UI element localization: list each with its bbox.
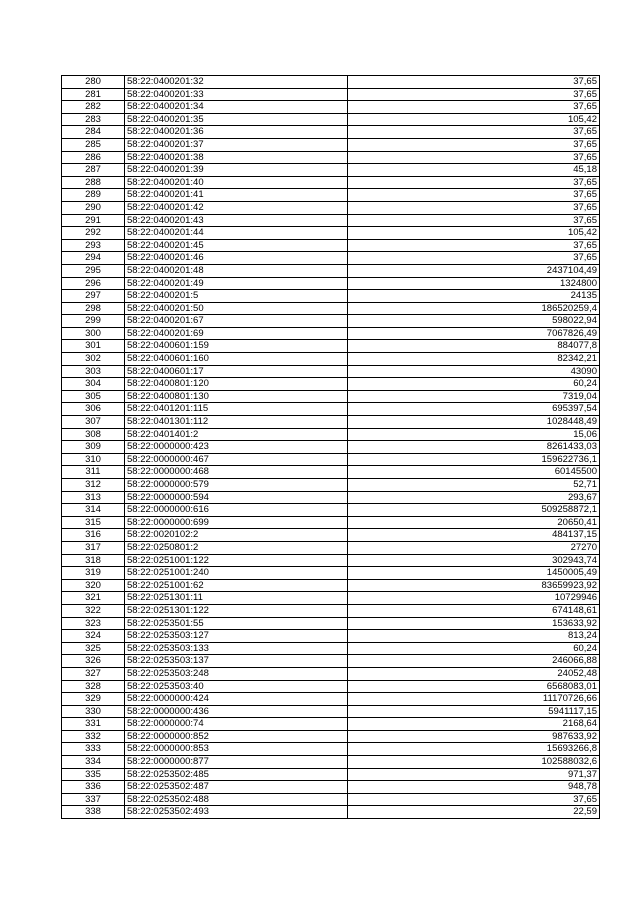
cadastral-number-cell: 58:22:0400201:40 <box>125 176 348 189</box>
value-cell: 987633,92 <box>348 730 600 743</box>
cadastral-number-cell: 58:22:0000000:852 <box>125 730 348 743</box>
row-number-cell: 315 <box>62 516 125 529</box>
cadastral-number-cell: 58:22:0250801:2 <box>125 541 348 554</box>
table-row <box>62 516 600 529</box>
value-cell: 37,65 <box>348 176 600 189</box>
value-cell: 37,65 <box>348 76 600 89</box>
table-row <box>62 378 600 391</box>
value-cell: 82342,21 <box>348 353 600 366</box>
table-row <box>62 227 600 240</box>
table-row <box>62 806 600 819</box>
cadastral-number-cell: 58:22:0400201:69 <box>125 327 348 340</box>
value-cell: 246066,88 <box>348 655 600 668</box>
row-number-cell: 296 <box>62 277 125 290</box>
table-row <box>62 76 600 89</box>
row-number-cell: 333 <box>62 743 125 756</box>
table-row <box>62 630 600 643</box>
value-cell: 293,67 <box>348 491 600 504</box>
cadastral-number-cell: 58:22:0400201:41 <box>125 189 348 202</box>
cadastral-number-cell: 58:22:0400201:46 <box>125 252 348 265</box>
value-cell: 52,71 <box>348 479 600 492</box>
table-row <box>62 655 600 668</box>
row-number-cell: 289 <box>62 189 125 202</box>
row-number-cell: 288 <box>62 176 125 189</box>
row-number-cell: 280 <box>62 76 125 89</box>
row-number-cell: 334 <box>62 756 125 769</box>
value-cell: 37,65 <box>348 101 600 114</box>
row-number-cell: 313 <box>62 491 125 504</box>
table-row <box>62 453 600 466</box>
cadastral-number-cell: 58:22:0400201:50 <box>125 302 348 315</box>
row-number-cell: 319 <box>62 567 125 580</box>
row-number-cell: 326 <box>62 655 125 668</box>
table-row <box>62 151 600 164</box>
row-number-cell: 314 <box>62 504 125 517</box>
cadastral-number-cell: 58:22:0253502:493 <box>125 806 348 819</box>
value-cell: 15693266,8 <box>348 743 600 756</box>
value-cell: 37,65 <box>348 793 600 806</box>
row-number-cell: 300 <box>62 327 125 340</box>
row-number-cell: 310 <box>62 453 125 466</box>
cadastral-number-cell: 58:22:0400601:17 <box>125 365 348 378</box>
value-cell: 509258872,1 <box>348 504 600 517</box>
cadastral-number-cell: 58:22:0000000:436 <box>125 705 348 718</box>
table-row <box>62 327 600 340</box>
row-number-cell: 283 <box>62 113 125 126</box>
table-row <box>62 441 600 454</box>
cadastral-number-cell: 58:22:0400201:43 <box>125 214 348 227</box>
cadastral-number-cell: 58:22:0400201:35 <box>125 113 348 126</box>
row-number-cell: 335 <box>62 768 125 781</box>
value-cell: 884077,8 <box>348 340 600 353</box>
table-row <box>62 201 600 214</box>
cadastral-number-cell: 58:22:0020102:2 <box>125 529 348 542</box>
row-number-cell: 299 <box>62 315 125 328</box>
cadastral-number-cell: 58:22:0253502:487 <box>125 781 348 794</box>
cadastral-number-cell: 58:22:0401401:2 <box>125 428 348 441</box>
value-cell: 24052,48 <box>348 667 600 680</box>
row-number-cell: 292 <box>62 227 125 240</box>
cadastral-number-cell: 58:22:0253503:127 <box>125 630 348 643</box>
cadastral-number-cell: 58:22:0000000:424 <box>125 693 348 706</box>
table-row <box>62 164 600 177</box>
table-row <box>62 466 600 479</box>
value-cell: 5941117,15 <box>348 705 600 718</box>
cadastral-number-cell: 58:22:0000000:699 <box>125 516 348 529</box>
cadastral-number-cell: 58:22:0400201:36 <box>125 126 348 139</box>
row-number-cell: 305 <box>62 390 125 403</box>
table-row <box>62 214 600 227</box>
table-row <box>62 604 600 617</box>
cadastral-number-cell: 58:22:0400801:130 <box>125 390 348 403</box>
value-cell: 153633,92 <box>348 617 600 630</box>
row-number-cell: 308 <box>62 428 125 441</box>
cadastral-number-cell: 58:22:0400201:49 <box>125 277 348 290</box>
value-cell: 6568083,01 <box>348 680 600 693</box>
table-row <box>62 541 600 554</box>
table-row <box>62 718 600 731</box>
row-number-cell: 309 <box>62 441 125 454</box>
row-number-cell: 337 <box>62 793 125 806</box>
row-number-cell: 318 <box>62 554 125 567</box>
table-row <box>62 428 600 441</box>
table-row <box>62 705 600 718</box>
value-cell: 948,78 <box>348 781 600 794</box>
row-number-cell: 281 <box>62 88 125 101</box>
value-cell: 37,65 <box>348 126 600 139</box>
table-row <box>62 642 600 655</box>
table-row <box>62 416 600 429</box>
value-cell: 37,65 <box>348 88 600 101</box>
cadastral-number-cell: 58:22:0253502:485 <box>125 768 348 781</box>
cadastral-number-cell: 58:22:0253502:488 <box>125 793 348 806</box>
table-row <box>62 176 600 189</box>
value-cell: 105,42 <box>348 227 600 240</box>
cadastral-value-table <box>61 75 600 819</box>
value-cell: 674148,61 <box>348 604 600 617</box>
value-cell: 37,65 <box>348 214 600 227</box>
value-cell: 37,65 <box>348 252 600 265</box>
table-row <box>62 101 600 114</box>
value-cell: 15,06 <box>348 428 600 441</box>
table-row <box>62 617 600 630</box>
cadastral-number-cell: 58:22:0000000:579 <box>125 479 348 492</box>
row-number-cell: 328 <box>62 680 125 693</box>
value-cell: 971,37 <box>348 768 600 781</box>
row-number-cell: 329 <box>62 693 125 706</box>
value-cell: 813,24 <box>348 630 600 643</box>
table-row <box>62 479 600 492</box>
value-cell: 1028448,49 <box>348 416 600 429</box>
table-row <box>62 290 600 303</box>
value-cell: 37,65 <box>348 138 600 151</box>
cadastral-number-cell: 58:22:0400201:44 <box>125 227 348 240</box>
cadastral-number-cell: 58:22:0400201:34 <box>125 101 348 114</box>
cadastral-number-cell: 58:22:0400201:67 <box>125 315 348 328</box>
table-row <box>62 781 600 794</box>
table-row <box>62 88 600 101</box>
cadastral-number-cell: 58:22:0401201:115 <box>125 403 348 416</box>
cadastral-number-cell: 58:22:0251001:122 <box>125 554 348 567</box>
value-cell: 7319,04 <box>348 390 600 403</box>
cadastral-number-cell: 58:22:0400601:160 <box>125 353 348 366</box>
row-number-cell: 320 <box>62 579 125 592</box>
cadastral-number-cell: 58:22:0251301:122 <box>125 604 348 617</box>
value-cell: 1324800 <box>348 277 600 290</box>
cadastral-number-cell: 58:22:0000000:74 <box>125 718 348 731</box>
row-number-cell: 282 <box>62 101 125 114</box>
cadastral-number-cell: 58:22:0253503:40 <box>125 680 348 693</box>
row-number-cell: 284 <box>62 126 125 139</box>
row-number-cell: 286 <box>62 151 125 164</box>
cadastral-number-cell: 58:22:0251001:62 <box>125 579 348 592</box>
table-row <box>62 793 600 806</box>
cadastral-number-cell: 58:22:0253503:133 <box>125 642 348 655</box>
row-number-cell: 298 <box>62 302 125 315</box>
value-cell: 302943,74 <box>348 554 600 567</box>
table-row <box>62 239 600 252</box>
value-cell: 8261433,03 <box>348 441 600 454</box>
value-cell: 484137,15 <box>348 529 600 542</box>
table-row <box>62 491 600 504</box>
cadastral-number-cell: 58:22:0253501:55 <box>125 617 348 630</box>
row-number-cell: 293 <box>62 239 125 252</box>
value-cell: 10729946 <box>348 592 600 605</box>
cadastral-number-cell: 58:22:0000000:594 <box>125 491 348 504</box>
table-row <box>62 592 600 605</box>
value-cell: 2437104,49 <box>348 264 600 277</box>
cadastral-number-cell: 58:22:0000000:467 <box>125 453 348 466</box>
cadastral-number-cell: 58:22:0400201:45 <box>125 239 348 252</box>
cadastral-number-cell: 58:22:0400201:32 <box>125 76 348 89</box>
cadastral-number-cell: 58:22:0000000:468 <box>125 466 348 479</box>
value-cell: 60145500 <box>348 466 600 479</box>
cadastral-number-cell: 58:22:0400601:159 <box>125 340 348 353</box>
row-number-cell: 325 <box>62 642 125 655</box>
table-row <box>62 680 600 693</box>
table-row <box>62 743 600 756</box>
row-number-cell: 307 <box>62 416 125 429</box>
value-cell: 37,65 <box>348 239 600 252</box>
table-row <box>62 315 600 328</box>
row-number-cell: 285 <box>62 138 125 151</box>
table-row <box>62 264 600 277</box>
value-cell: 598022,94 <box>348 315 600 328</box>
row-number-cell: 297 <box>62 290 125 303</box>
value-cell: 105,42 <box>348 113 600 126</box>
table-row <box>62 353 600 366</box>
cadastral-number-cell: 58:22:0251001:240 <box>125 567 348 580</box>
cadastral-number-cell: 58:22:0000000:423 <box>125 441 348 454</box>
table-row <box>62 529 600 542</box>
value-cell: 695397,54 <box>348 403 600 416</box>
row-number-cell: 304 <box>62 378 125 391</box>
value-cell: 60,24 <box>348 642 600 655</box>
table-row <box>62 693 600 706</box>
table-row <box>62 667 600 680</box>
cadastral-number-cell: 58:22:0000000:853 <box>125 743 348 756</box>
cadastral-number-cell: 58:22:0000000:877 <box>125 756 348 769</box>
value-cell: 60,24 <box>348 378 600 391</box>
row-number-cell: 330 <box>62 705 125 718</box>
cadastral-number-cell: 58:22:0400201:48 <box>125 264 348 277</box>
table-row <box>62 126 600 139</box>
value-cell: 1450005,49 <box>348 567 600 580</box>
value-cell: 102588032,6 <box>348 756 600 769</box>
cadastral-number-cell: 58:22:0251301:11 <box>125 592 348 605</box>
value-cell: 2168,64 <box>348 718 600 731</box>
table-row <box>62 390 600 403</box>
cadastral-number-cell: 58:22:0000000:616 <box>125 504 348 517</box>
cadastral-number-cell: 58:22:0400201:42 <box>125 201 348 214</box>
row-number-cell: 287 <box>62 164 125 177</box>
value-cell: 37,65 <box>348 189 600 202</box>
value-cell: 37,65 <box>348 151 600 164</box>
row-number-cell: 306 <box>62 403 125 416</box>
table-row <box>62 138 600 151</box>
value-cell: 43090 <box>348 365 600 378</box>
row-number-cell: 336 <box>62 781 125 794</box>
cadastral-number-cell: 58:22:0400201:39 <box>125 164 348 177</box>
row-number-cell: 321 <box>62 592 125 605</box>
row-number-cell: 322 <box>62 604 125 617</box>
row-number-cell: 290 <box>62 201 125 214</box>
table-row <box>62 579 600 592</box>
value-cell: 37,65 <box>348 201 600 214</box>
value-cell: 45,18 <box>348 164 600 177</box>
value-cell: 24135 <box>348 290 600 303</box>
table-row <box>62 567 600 580</box>
row-number-cell: 327 <box>62 667 125 680</box>
row-number-cell: 291 <box>62 214 125 227</box>
value-cell: 7067826,49 <box>348 327 600 340</box>
table-row <box>62 768 600 781</box>
row-number-cell: 316 <box>62 529 125 542</box>
value-cell: 159622736,1 <box>348 453 600 466</box>
table-body <box>62 76 600 819</box>
table-row <box>62 340 600 353</box>
cadastral-number-cell: 58:22:0253503:137 <box>125 655 348 668</box>
row-number-cell: 338 <box>62 806 125 819</box>
cadastral-number-cell: 58:22:0400201:38 <box>125 151 348 164</box>
table-row <box>62 504 600 517</box>
row-number-cell: 331 <box>62 718 125 731</box>
row-number-cell: 294 <box>62 252 125 265</box>
row-number-cell: 332 <box>62 730 125 743</box>
table-row <box>62 554 600 567</box>
value-cell: 27270 <box>348 541 600 554</box>
table-row <box>62 277 600 290</box>
row-number-cell: 317 <box>62 541 125 554</box>
value-cell: 83659923,92 <box>348 579 600 592</box>
row-number-cell: 302 <box>62 353 125 366</box>
value-cell: 186520259,4 <box>348 302 600 315</box>
table-row <box>62 403 600 416</box>
table-row <box>62 730 600 743</box>
row-number-cell: 323 <box>62 617 125 630</box>
value-cell: 20650,41 <box>348 516 600 529</box>
row-number-cell: 303 <box>62 365 125 378</box>
cadastral-number-cell: 58:22:0400201:33 <box>125 88 348 101</box>
cadastral-number-cell: 58:22:0400801:120 <box>125 378 348 391</box>
value-cell: 11170726,66 <box>348 693 600 706</box>
table-row <box>62 302 600 315</box>
row-number-cell: 295 <box>62 264 125 277</box>
value-cell: 22,59 <box>348 806 600 819</box>
table-row <box>62 189 600 202</box>
row-number-cell: 311 <box>62 466 125 479</box>
cadastral-number-cell: 58:22:0400201:5 <box>125 290 348 303</box>
row-number-cell: 312 <box>62 479 125 492</box>
table-row <box>62 113 600 126</box>
cadastral-number-cell: 58:22:0401301:112 <box>125 416 348 429</box>
table-row <box>62 365 600 378</box>
cadastral-number-cell: 58:22:0253503:248 <box>125 667 348 680</box>
table-row <box>62 756 600 769</box>
row-number-cell: 324 <box>62 630 125 643</box>
row-number-cell: 301 <box>62 340 125 353</box>
table-row <box>62 252 600 265</box>
cadastral-number-cell: 58:22:0400201:37 <box>125 138 348 151</box>
